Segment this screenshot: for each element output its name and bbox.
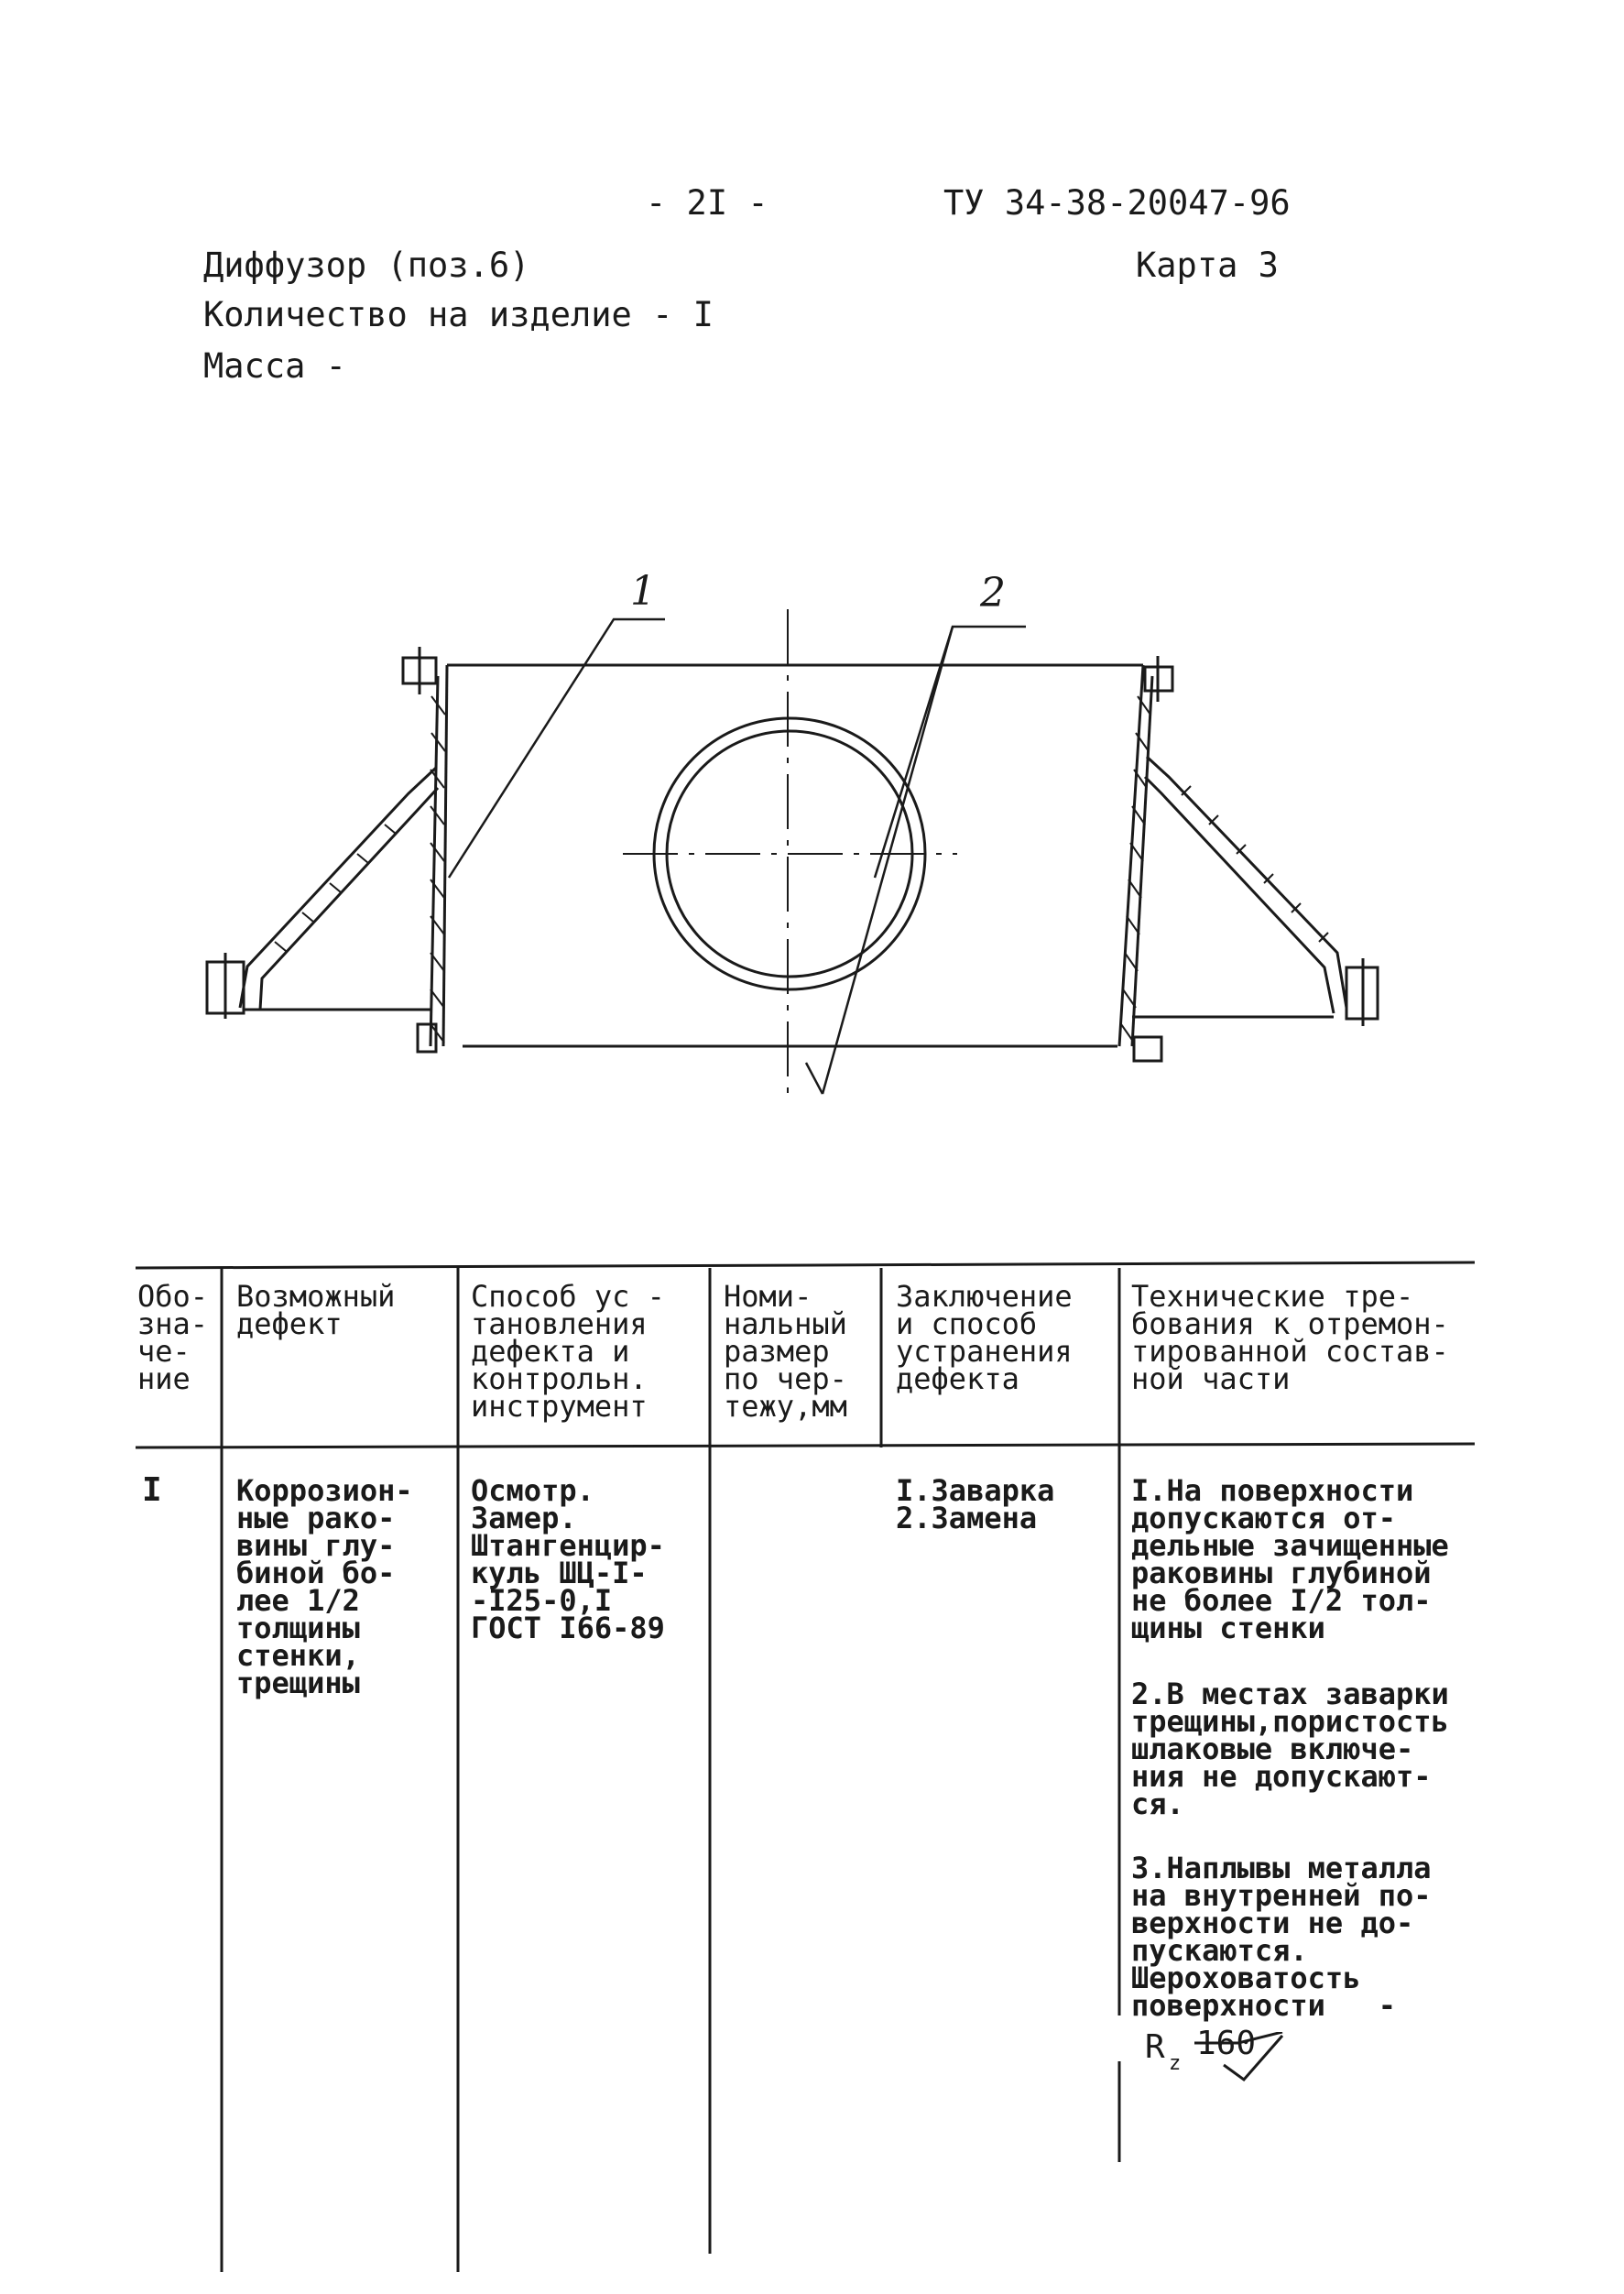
header-requirements: Технические тре- бования к отремон- тированной состав- ной части bbox=[1131, 1279, 1449, 1396]
header-nominal: Номи- нальный размер по чер- тежу,мм bbox=[724, 1279, 847, 1424]
document-code: ТУ 34-38-20047-96 bbox=[943, 183, 1291, 223]
requirement-1: I.На поверхности допускаются от- дельные зачищенные раковины глубиной не более I/2 тол- щины стенки bbox=[1131, 1473, 1449, 1645]
row-conclusion: I.Заварка 2.Замена bbox=[896, 1473, 1055, 1535]
header-conclusion: Заключение и способ устранения дефекта bbox=[896, 1279, 1073, 1396]
part-title: Диффузор (поз.6) bbox=[203, 246, 530, 285]
row-designation: I bbox=[142, 1471, 162, 1509]
quantity-line: Количество на изделие - I bbox=[203, 295, 714, 334]
roughness-value: 160 bbox=[1196, 2025, 1257, 2062]
header-defect: Возможный дефект bbox=[236, 1279, 396, 1341]
roughness-symbol: R bbox=[1145, 2028, 1165, 2066]
header-bottom-rule bbox=[136, 1444, 1475, 1447]
requirement-2: 2.В местах заварки трещины,пористость шлаковые включе- ния не допускают- ся. bbox=[1131, 1677, 1449, 1821]
roughness-check-icon bbox=[1191, 2032, 1292, 2087]
page-number: - 2I - bbox=[646, 183, 768, 223]
table-top-rule bbox=[136, 1262, 1475, 1268]
row-defect: Коррозион- ные рако- вины глу- биной бо- лее 1/2 толщины стенки, трещины bbox=[236, 1473, 413, 1700]
requirement-3: 3.Наплывы металла на внутренней по- верхности не до- пускаются. Шероховатость поверхности - bbox=[1131, 1851, 1432, 2023]
card-number: Карта 3 bbox=[1136, 246, 1279, 285]
header-designation: Обо- зна- че- ние bbox=[137, 1279, 209, 1396]
leader-1-label: 1 bbox=[630, 568, 656, 615]
roughness-subscript: z bbox=[1169, 2052, 1182, 2075]
row-method: Осмотр. Замер. Штангенцир- куль ШЦ-I- -I25-0,I ГОСТ I66-89 bbox=[471, 1473, 665, 1645]
mass-line: Масса - bbox=[203, 346, 346, 386]
leader-2-label: 2 bbox=[980, 570, 1006, 617]
header-method: Способ ус - тановления дефекта и контрольн. инструмент bbox=[471, 1279, 665, 1424]
